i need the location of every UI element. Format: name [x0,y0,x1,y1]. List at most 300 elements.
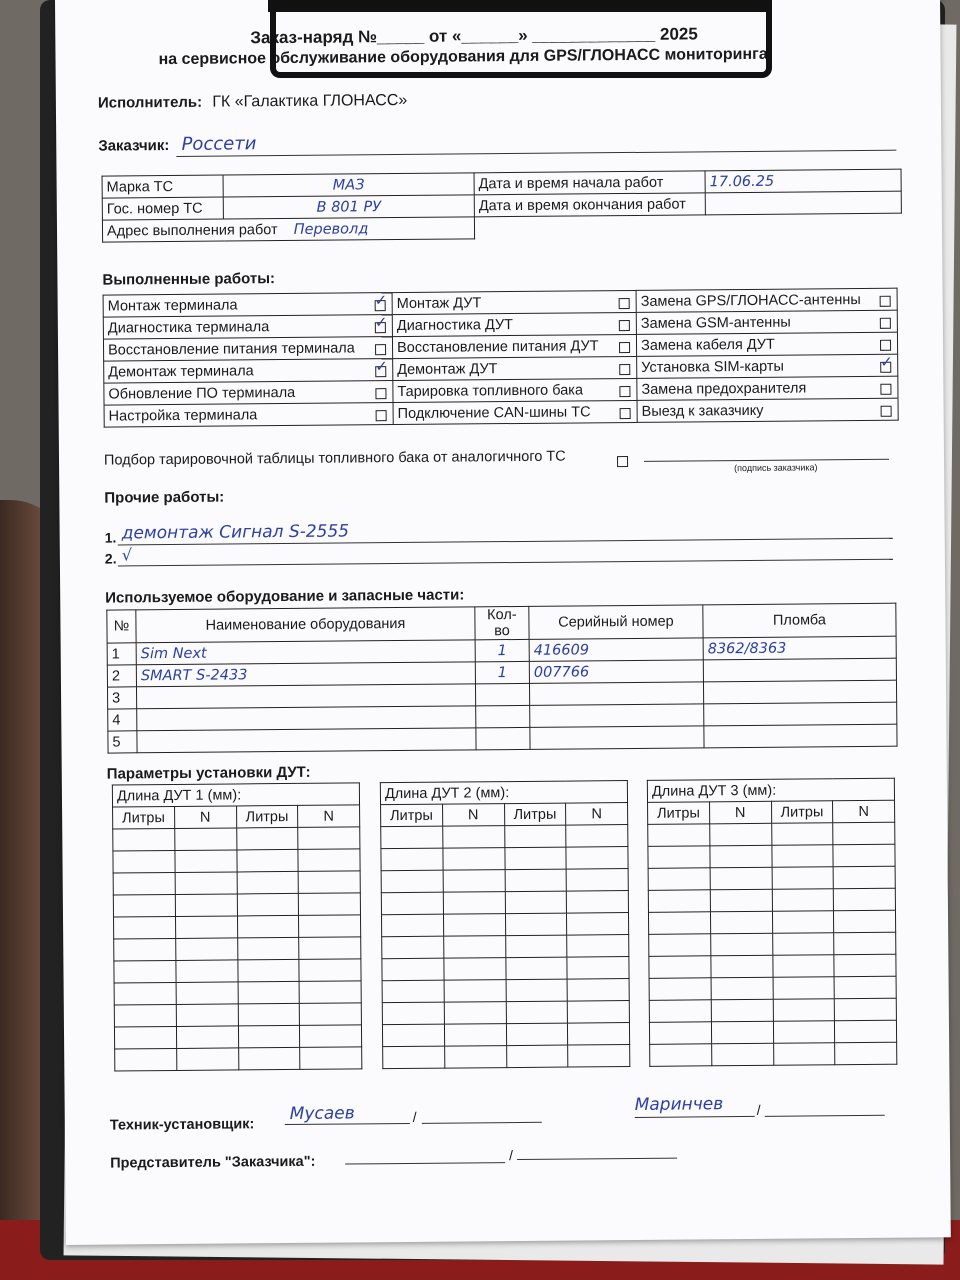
clipboard-clip [270,0,772,78]
work-item-checkbox[interactable] [880,340,891,351]
address-label: Адрес выполнения работ [106,221,278,240]
plate-label: Гос. номер ТС [102,197,223,220]
work-item-label: Монтаж терминала [107,296,238,315]
customer-underline [176,150,896,157]
dut-cell[interactable] [382,1024,444,1047]
equipment-cell [476,705,530,727]
work-item [104,403,393,428]
dut-cell[interactable] [175,938,237,961]
dut-cell[interactable] [710,933,772,956]
dut-cell[interactable] [113,894,175,917]
other-item-1-num: 1. [104,529,117,546]
other-item-2-line [118,559,893,567]
dut-cell[interactable] [443,936,505,959]
equipment-cell: 416609 [529,638,703,662]
dut-cell[interactable] [773,1043,835,1066]
dut-cell[interactable] [383,1046,445,1069]
dut-cell[interactable] [115,1048,177,1071]
dut-cell[interactable] [299,959,361,982]
equipment-title: Используемое оборудование и запасные части: [105,586,465,607]
address-value: Переволд [293,220,369,238]
dut-cell[interactable] [176,960,238,983]
equipment-cell [704,702,897,726]
equipment-cell [476,727,530,749]
work-item [393,378,637,402]
dut-cell[interactable] [506,1045,568,1068]
dut-cell[interactable] [505,957,567,980]
dut-cell[interactable] [237,871,299,894]
dut-cell[interactable] [174,828,236,851]
dut-row [114,981,361,1005]
dut-row [114,937,361,961]
start-value: 17.06.25 [705,169,901,193]
dut-cell[interactable] [443,848,505,871]
dut-cell[interactable] [504,847,566,870]
dut-cell[interactable] [175,872,237,895]
plate-value: В 801 РУ [223,195,474,219]
work-item [392,334,636,358]
dut-cell[interactable] [566,869,628,892]
dut-table-3 [647,778,897,1067]
dut-col-header: Литры [504,803,566,826]
technician-signature-2: Маринчев [634,1094,724,1115]
customer-value: Россети [181,133,257,155]
dut-table-1 [112,782,362,1071]
work-item-label: Диагностика ДУТ [396,316,514,334]
dut-cell[interactable] [444,1024,506,1047]
dut-row [382,935,629,959]
dut-cell[interactable] [444,980,506,1003]
dut-cell[interactable] [834,976,896,999]
dut-cell[interactable] [834,998,896,1021]
dut-cell[interactable] [833,844,895,867]
dut-cell[interactable] [113,872,175,895]
dut-cell[interactable] [300,1003,362,1026]
dut-cell[interactable] [835,1042,897,1065]
dut-cell[interactable] [299,893,361,916]
dut-cell[interactable] [381,914,443,937]
dut-cell[interactable] [443,892,505,915]
dut-cell[interactable] [381,826,443,849]
work-item-checkbox[interactable] [619,364,630,375]
dut-cell[interactable] [381,892,443,915]
dut-row [649,998,896,1022]
equipment-cell [704,724,897,748]
dut-cell[interactable] [443,914,505,937]
dut-col-header: Литры [648,802,710,825]
dut-cell[interactable] [834,932,896,955]
dut-cell[interactable] [114,982,176,1005]
dut-cell[interactable] [772,955,834,978]
dut-cell[interactable] [299,937,361,960]
dut-cell[interactable] [567,957,629,980]
work-item-label: Восстановление питания терминала [107,339,355,359]
equipment-cell [529,682,703,706]
dut-row [648,822,895,846]
dut-cell[interactable] [444,1046,506,1069]
dut-cell[interactable] [567,979,629,1002]
dut-row [381,891,628,915]
equipment-header: Наименование оборудования [136,607,475,643]
form-subtitle: на сервисное обслуживание оборудования для GPS/ГЛОНАСС мониторинга [158,45,768,69]
dut-cell[interactable] [773,999,835,1022]
dut-cell[interactable] [567,935,629,958]
dut-row [649,976,896,1000]
dut-cell[interactable] [175,894,237,917]
dut-cell[interactable] [114,938,176,961]
dut-cell[interactable] [568,1001,630,1024]
dut-cell[interactable] [710,911,772,934]
dut-cell[interactable] [176,1026,238,1049]
work-item-label: Подключение CAN-шины ТС [397,403,591,422]
work-item [103,293,392,318]
work-item [636,288,897,312]
dut-row [382,979,629,1003]
work-item-label: Замена GPS/ГЛОНАСС-антенны [640,291,861,310]
work-item-checkbox[interactable] [880,384,891,395]
work-item-checkbox[interactable] [880,362,891,373]
dut-cell[interactable] [237,937,299,960]
customer-row [98,133,256,155]
work-item-label: Тарировка топливного бака [397,381,584,400]
work-item-checkbox[interactable] [375,366,386,377]
work-item [637,354,898,378]
equipment-cell [530,726,704,750]
dut-row [113,893,360,917]
dut-cell[interactable] [237,893,299,916]
customer-rep-line-2 [517,1158,677,1160]
work-item-label: Обновление ПО терминала [108,384,296,403]
dut-cell[interactable] [443,870,505,893]
dut-cell[interactable] [772,889,834,912]
dut-cell[interactable] [710,889,772,912]
dut-cell[interactable] [504,825,566,848]
customer-label: Заказчик: [98,137,170,155]
dut-col-header: Литры [381,804,443,827]
dut-cell[interactable] [114,1004,176,1027]
dut-cell[interactable] [505,913,567,936]
dut-cell[interactable] [648,890,710,913]
dut-cell[interactable] [175,916,237,939]
dut-table-2 [380,780,630,1069]
equipment-cell: 007766 [529,660,703,684]
dut-cell[interactable] [444,958,506,981]
work-item-checkbox[interactable] [619,342,630,353]
dut-cell[interactable] [771,845,833,868]
work-item [104,381,393,406]
other-item-2-num: 2. [104,550,117,567]
equipment-cell [137,728,476,753]
dut-cell[interactable] [648,824,710,847]
dut-cell[interactable] [176,1004,238,1027]
dut-cell[interactable] [298,849,360,872]
equipment-cell: SMART S-2433 [136,662,475,687]
vehicle-table [102,169,903,243]
dut-row [382,957,629,981]
equipment-cell [136,684,475,709]
equipment-table [106,603,897,754]
dut-cell[interactable] [834,910,896,933]
technician-signature-1: Мусаев [289,1103,355,1124]
dut-col-header: N [298,805,360,828]
dut-row [648,910,895,934]
equipment-cell: 3 [107,687,136,709]
work-item-checkbox[interactable] [880,296,891,307]
work-item-label: Восстановление питания ДУТ [396,337,599,356]
dut-cell[interactable] [506,1023,568,1046]
executor-row [98,92,408,113]
dut-cell[interactable] [772,867,834,890]
dut-cell[interactable] [568,1023,630,1046]
dut-cell[interactable] [382,958,444,981]
dut-cell[interactable] [505,935,567,958]
dut-col-header: N [566,803,628,826]
dut-row [381,847,628,871]
dut-cell[interactable] [382,936,444,959]
dut-cell[interactable] [381,848,443,871]
work-item [104,359,393,384]
end-value [705,191,901,215]
work-item-checkbox[interactable] [375,344,386,355]
work-item [636,310,897,334]
dut-title: Параметры установки ДУТ: [106,763,311,783]
dut-cell[interactable] [567,891,629,914]
dut-cell[interactable] [237,959,299,982]
dut-row [113,849,360,873]
dut-cell[interactable] [772,933,834,956]
dut-col-header: N [442,804,504,827]
dut-cell[interactable] [238,981,300,1004]
dut-cell[interactable] [568,1045,630,1068]
brand-value: МАЗ [223,173,474,197]
work-item-checkbox[interactable] [376,410,387,421]
dut-cell[interactable] [114,916,176,939]
dut-col-header: N [174,806,236,829]
dut-cell[interactable] [238,1003,300,1026]
work-item-checkbox[interactable] [619,320,630,331]
work-item [103,315,392,340]
dut-cell[interactable] [237,915,299,938]
dut-row [649,1020,896,1044]
work-item-label: Установка SIM-карты [641,358,785,376]
dut-cell[interactable] [298,871,360,894]
work-item [392,290,636,314]
dut-cell[interactable] [648,912,710,935]
dut-cell[interactable] [648,846,710,869]
dut-cell[interactable] [709,823,771,846]
equipment-header: Серийный номер [529,605,703,640]
dut-caption: Длина ДУТ 3 (мм): [647,778,894,802]
dut-row [648,888,895,912]
dut-cell[interactable] [711,977,773,1000]
dut-row [648,844,895,868]
equipment-cell: 8362/8363 [703,636,896,660]
dut-cell[interactable] [648,868,710,891]
dut-cell[interactable] [835,1020,897,1043]
dut-row [648,866,895,890]
dut-row [382,1001,629,1025]
dut-cell[interactable] [238,1025,300,1048]
work-item [636,332,897,356]
customer-signature-line [644,459,889,462]
work-item-checkbox[interactable] [881,406,892,417]
work-item-checkbox[interactable] [619,386,630,397]
calibration-checkbox[interactable] [617,456,628,467]
other-item-2-value: √ [121,545,133,565]
dut-row [114,1003,361,1027]
brand-label: Марка ТС [102,175,223,198]
dut-row [650,1042,897,1066]
dut-col-header: Литры [113,806,175,829]
dut-row [649,954,896,978]
work-item-label: Настройка терминала [108,406,258,425]
dut-col-header: Литры [236,805,298,828]
equipment-cell: 1 [475,661,529,683]
work-item-checkbox[interactable] [620,408,631,419]
dut-cell[interactable] [444,1002,506,1025]
work-item [392,312,636,336]
equipment-cell: 1 [475,639,529,661]
dut-cell[interactable] [113,850,175,873]
dut-row [113,827,360,851]
dut-cell[interactable] [649,1000,711,1023]
dut-cell[interactable] [710,867,772,890]
dut-cell[interactable] [299,915,361,938]
equipment-cell: 2 [107,665,136,687]
equipment-cell [703,680,896,704]
work-item-checkbox[interactable] [375,322,386,333]
address-cell [102,217,474,242]
dut-cell[interactable] [176,982,238,1005]
dut-cell[interactable] [300,1047,362,1070]
dut-col-header: Литры [771,801,833,824]
dut-row [114,915,361,939]
dut-cell[interactable] [834,888,896,911]
dut-cell[interactable] [773,977,835,1000]
work-item-checkbox[interactable] [880,318,891,329]
work-item-label: Диагностика терминала [107,318,270,337]
dut-row [383,1045,630,1069]
dut-cell[interactable] [505,891,567,914]
calibration-text: Подбор тарировочной таблицы топливного бака от аналогичного ТС [103,448,566,469]
equipment-cell: 4 [108,709,137,731]
form-title: Заказ-наряд №_____ от «______» _____________ 2025 [250,24,698,48]
equipment-cell [475,683,529,705]
dut-cell[interactable] [567,913,629,936]
dut-row [382,1023,629,1047]
dut-cell[interactable] [113,828,175,851]
dut-cell[interactable] [236,849,298,872]
dut-cell[interactable] [382,1002,444,1025]
dut-cell[interactable] [710,845,772,868]
dut-cell[interactable] [833,866,895,889]
dut-row [114,1025,361,1049]
equipment-cell [703,658,896,682]
work-order-form: Заказ-наряд №_____ от «______» _____________ 2025 на сервисное обслуживание оборудования для GPS/ГЛОНАСС мониторинга Исполнитель: ГК «Галактика ГЛОНАСС» Заказчик: Россети Марка ТС МАЗ Дата и время начала работ 17.06.25 Гос. номер ТС В 801 РУ Дата и время окончания работ Адрес выполнения работ Переволд Выполненные работы: Монтаж терминала ✓ Монтаж ДУТ Замена GPS/ГЛОНАСС-антенны Диагностика терминала ✓ Диагностика ДУТ Замена GSM-антенны Восстановление питания терминала Восстановление питания ДУТ Замена кабеля ДУТ Демонтаж терминала ✓ Демонтаж ДУТ Установка SIM-карты ✓ Обновление ПО терминала Тарировка топливного бака Замена предохранителя Настройка терминала Подключение CAN-шины ТС Выезд к заказчику Подбор тарировочной таблицы топливного бака от аналогичного ТС (подпись заказчика) Прочие работы: 1. демонтаж Сигнал S-2555 2. √ Используемое оборудование и запасные части: № Наименование оборудования Кол-во Серийный номер Пломба 1 Sim Next 1 416609 8362/8363 2 SMART S-2433 1 007766 3 4 5 Параметры установки ДУТ: Длина ДУТ 1 (мм): Литры N Литры N Длина ДУТ 2 (мм): Литры N Литры N Длина ДУТ 3 (мм): Литры N Литры N Техник-установщик: Мусаев / Маринчев / Представитель "Заказчика": / [55,0,951,1245]
dut-cell[interactable] [833,822,895,845]
dut-cell[interactable] [299,981,361,1004]
other-item-1-value: демонтаж Сигнал S-2555 [121,521,350,544]
dut-cell[interactable] [711,1021,773,1044]
dut-cell[interactable] [175,850,237,873]
dut-cell[interactable] [711,999,773,1022]
equipment-cell: 5 [108,731,137,753]
dut-cell[interactable] [442,826,504,849]
dut-cell[interactable] [298,827,360,850]
work-item-label: Замена кабеля ДУТ [640,336,775,354]
dut-row [113,871,360,895]
equipment-cell [137,706,476,731]
work-item [393,400,637,424]
dut-cell[interactable] [382,980,444,1003]
dut-row [114,959,361,983]
dut-cell[interactable] [650,1044,712,1067]
dut-cell[interactable] [649,1022,711,1045]
work-item-label: Монтаж ДУТ [396,294,482,312]
equipment-cell: 1 [107,643,136,665]
dut-cell[interactable] [773,1021,835,1044]
customer-rep-label: Представитель "Заказчика": [110,1153,316,1172]
dut-cell[interactable] [566,847,628,870]
equipment-header: № [107,610,136,643]
dut-cell[interactable] [300,1025,362,1048]
dut-cell[interactable] [506,979,568,1002]
work-item [637,376,898,400]
dut-cell[interactable] [381,870,443,893]
dut-cell[interactable] [711,955,773,978]
dut-caption: Длина ДУТ 1 (мм): [112,783,359,807]
work-item [393,356,637,380]
other-works-title: Прочие работы: [104,488,225,507]
dut-cell[interactable] [834,954,896,977]
dut-row [649,932,896,956]
dut-cell[interactable] [711,1043,773,1066]
executor-label: Исполнитель: [97,93,203,112]
work-item-checkbox[interactable] [375,388,386,399]
dut-cell[interactable] [566,825,628,848]
dut-cell[interactable] [505,869,567,892]
end-label: Дата и время окончания работ [474,193,705,217]
work-item-checkbox[interactable] [375,300,386,311]
start-label: Дата и время начала работ [474,171,705,195]
dut-caption: Длина ДУТ 2 (мм): [380,781,627,805]
dut-cell[interactable] [114,1026,176,1049]
dut-cell[interactable] [114,960,176,983]
dut-row [381,913,628,937]
work-item-label: Замена предохранителя [641,379,807,398]
work-item-label: Выезд к заказчику [641,402,764,420]
dut-col-header: N [709,801,771,824]
dut-cell[interactable] [649,978,711,1001]
equipment-header: Пломба [703,603,896,638]
dut-cell[interactable] [238,1047,300,1070]
dut-cell[interactable] [649,956,711,979]
technician-label: Техник-установщик: [109,1116,255,1134]
dut-cell[interactable] [236,827,298,850]
works-title: Выполненные работы: [102,270,276,289]
work-item-checkbox[interactable] [619,298,630,309]
dut-cell[interactable] [649,934,711,957]
equipment-header: Кол-во [475,606,529,639]
dut-cell[interactable] [506,1001,568,1024]
dut-cell[interactable] [771,823,833,846]
dut-cell[interactable] [176,1048,238,1071]
dut-row [115,1047,362,1071]
equipment-cell: Sim Next [136,640,475,665]
dut-cell[interactable] [772,911,834,934]
work-item-label: Демонтаж ДУТ [397,360,498,378]
dut-col-header: N [833,800,895,823]
